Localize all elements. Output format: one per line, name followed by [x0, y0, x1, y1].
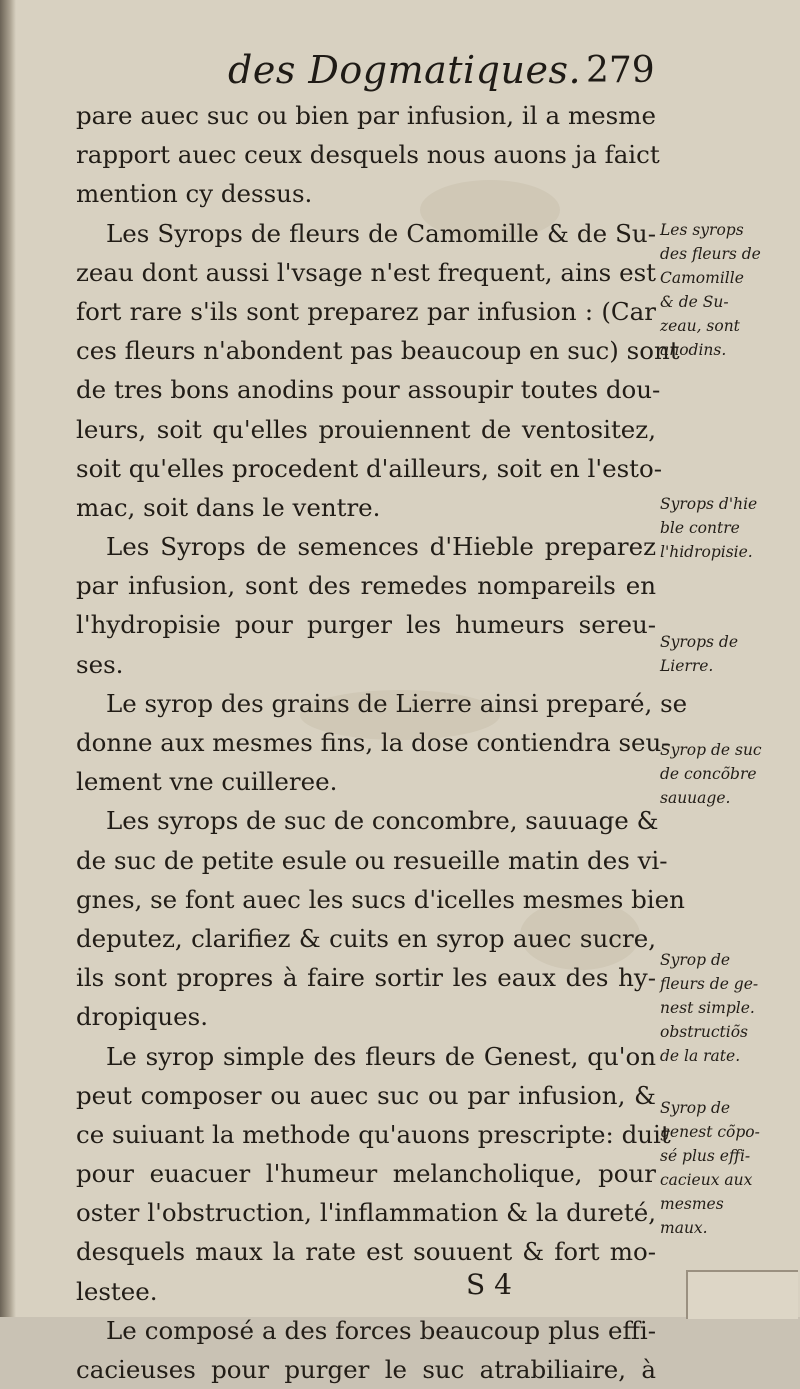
- margin-note-line: Camomille: [660, 269, 744, 287]
- text-line: gnes, se font auec les sucs d'icelles mesmes bien: [76, 884, 685, 914]
- margin-note-line: obstructiõs: [660, 1023, 748, 1041]
- text-line: donne aux mesmes fins, la dose contiendra seu-: [76, 728, 670, 757]
- margin-note-line: Les syrops: [660, 221, 744, 239]
- text-line: mac, soit dans le ventre.: [76, 492, 381, 522]
- margin-note-line: genest cõpo-: [660, 1123, 760, 1141]
- margin-note-line: Syrop de suc: [660, 741, 762, 759]
- margin-note: [660, 218, 796, 362]
- text-line: lement vne cuilleree.: [76, 767, 338, 797]
- text-line: Les Syrops de fleurs de Camomille & de Su-: [106, 218, 656, 248]
- page-spine-shadow: [0, 0, 16, 1317]
- text-line: par infusion, sont des remedes nompareils en: [76, 571, 656, 601]
- text-line: Le composé a des forces beaucoup plus effi-: [106, 1315, 656, 1345]
- margin-note-line: cacieux aux: [660, 1171, 753, 1189]
- text-line: ces fleurs n'abondent pas beaucoup en suc) sont: [76, 336, 680, 366]
- text-line: Les Syrops de semences d'Hieble preparez: [106, 532, 656, 562]
- text-line: pour euacuer l'humeur melancholique, pour: [76, 1159, 656, 1189]
- text-line: rapport auec ceux desquels nous auons ja faict: [76, 140, 660, 170]
- page-corner-tab: [686, 1270, 798, 1319]
- margin-note-line: zeau, sont: [660, 317, 740, 335]
- text-line: de tres bons anodins pour assoupir toutes dou-: [76, 375, 661, 405]
- text-line: peut composer ou auec suc ou par infusion, &: [76, 1080, 656, 1110]
- page-number: 279: [586, 50, 655, 91]
- text-line: ce suiuant la methode qu'auons prescripte: duit: [76, 1119, 671, 1149]
- text-line: zeau dont aussi l'vsage n'est frequent, ains est: [76, 257, 656, 287]
- text-line: oster l'obstruction, l'inflammation & la dureté,: [76, 1198, 656, 1228]
- text-line: lestee.: [76, 1276, 158, 1306]
- text-line: mention cy dessus.: [76, 179, 313, 209]
- text-line: cacieuses pour purger le suc atrabiliaire, à: [76, 1355, 656, 1384]
- margin-note-line: sé plus effi-: [660, 1147, 751, 1165]
- margin-note-line: fleurs de ge-: [660, 975, 759, 993]
- text-line: pare auec suc ou bien par infusion, il a mesme: [76, 101, 656, 130]
- running-head: des Dogmatiques.: [228, 48, 582, 92]
- text-line: de suc de petite esule ou resueille matin des vi-: [76, 845, 668, 875]
- text-line: soit qu'elles procedent d'ailleurs, soit en l'esto-: [76, 453, 663, 483]
- margin-note-line: & de Su-: [660, 293, 729, 311]
- text-line: Le syrop simple des fleurs de Genest, qu'on: [106, 1041, 656, 1071]
- margin-note: [660, 1096, 796, 1240]
- margin-note-line: Lierre.: [660, 657, 714, 675]
- margin-note-line: maux.: [660, 1219, 708, 1237]
- margin-note-line: l'hidropisie.: [660, 543, 753, 561]
- margin-note-line: Syrop de: [660, 951, 731, 969]
- text-line: desquels maux la rate est souuent & fort mo-: [76, 1237, 656, 1267]
- margin-note-line: anodins.: [660, 341, 727, 359]
- margin-note-line: de la rate.: [660, 1047, 741, 1065]
- text-line: Le syrop des grains de Lierre ainsi preparé, se: [106, 688, 688, 718]
- page-header: [0, 40, 800, 100]
- text-line: fort rare s'ils sont preparez par infusion : (Car: [76, 296, 656, 326]
- margin-note-line: des fleurs de: [660, 245, 761, 263]
- margin-note-line: sauuage.: [660, 789, 731, 807]
- margin-note-line: Syrops de: [660, 633, 739, 651]
- body-text: [76, 96, 688, 1389]
- margin-note: [660, 948, 796, 1068]
- margin-note: [660, 492, 796, 564]
- margin-note-line: mesmes: [660, 1195, 724, 1213]
- margin-note: [660, 738, 796, 810]
- margin-note-line: Syrops d'hie: [660, 495, 758, 513]
- text-line: ses.: [76, 649, 124, 679]
- text-line: l'hydropisie pour purger les humeurs sereu-: [76, 610, 656, 640]
- margin-note: [660, 630, 796, 678]
- text-line: ils sont propres à faire sortir les eaux des hy-: [76, 963, 656, 993]
- margin-note-line: ble contre: [660, 519, 740, 537]
- margin-note-line: Syrop de: [660, 1099, 731, 1117]
- margin-note-line: nest simple.: [660, 999, 755, 1017]
- text-line: dropiques.: [76, 1002, 208, 1032]
- text-line: leurs, soit qu'elles prouiennent de ventositez,: [76, 414, 656, 444]
- margin-note-line: de concõbre: [660, 765, 757, 783]
- signature-mark: S 4: [466, 1268, 512, 1301]
- text-line: deputez, clarifiez & cuits en syrop auec sucre,: [76, 923, 656, 953]
- text-line: Les syrops de suc de concombre, sauuage &: [106, 806, 659, 836]
